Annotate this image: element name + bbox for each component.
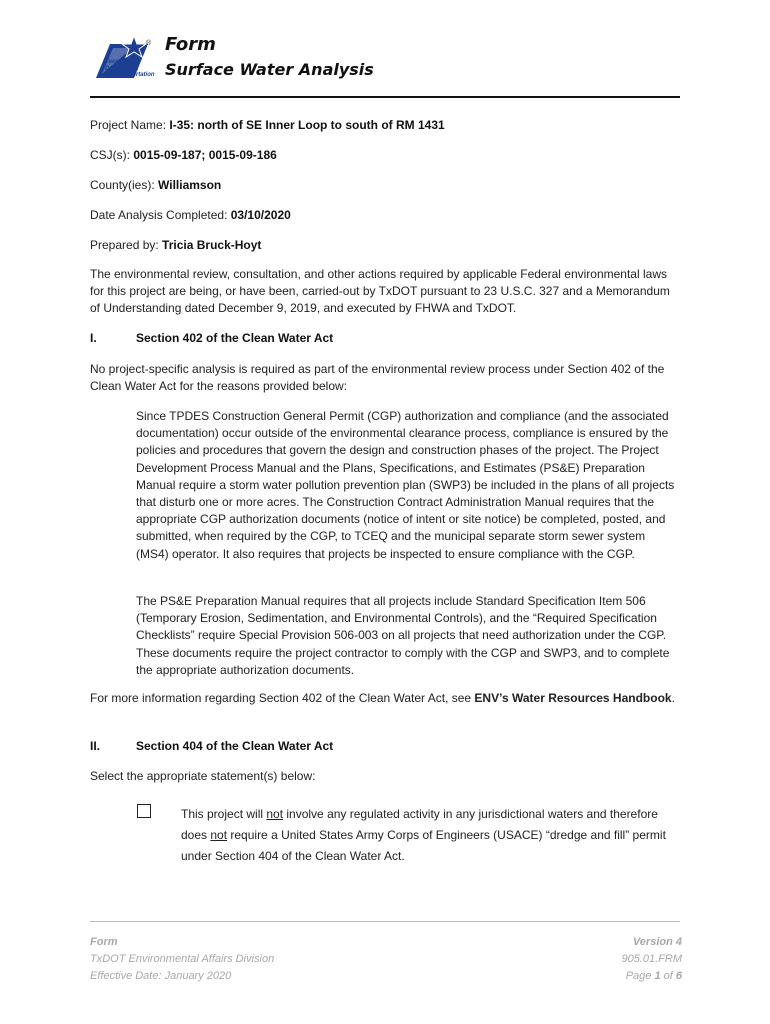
page-total: 6 xyxy=(675,970,682,982)
section-1-paragraph-2: The PS&E Preparation Manual requires that all projects include Standard Specification Item 506 (Temporary Erosion, Sedimentation, and Environmental Controls), and the “Required Specification Checklists” require Special Provision 506-003 on all projects that need authorization under the CGP. These documents require the project contractor to comply with the CGP and SWP3, and to complete the appropriate authorization documents. xyxy=(136,594,670,677)
form-kicker: Form xyxy=(165,34,216,55)
statement-part-2: involve any regulated activity in any jurisdictional waters and therefore does xyxy=(181,807,658,842)
footer-form-label: Form xyxy=(90,936,118,948)
logo-line-3: of Transportation xyxy=(105,72,155,78)
footer-left xyxy=(90,934,274,985)
registered-mark: ® xyxy=(146,40,152,47)
county-label: County(ies): xyxy=(90,178,159,192)
footer-version: Version 4 xyxy=(632,936,682,948)
section-1-title: Section 402 of the Clean Water Act xyxy=(136,331,334,345)
csj-value: 0015-09-187; 0015-09-186 xyxy=(133,148,277,162)
page-current: 1 xyxy=(654,970,661,982)
section-2-lead: Select the appropriate statement(s) below: xyxy=(90,769,316,783)
no-regulated-activity-statement xyxy=(181,804,681,867)
prepared-by-label: Prepared by: xyxy=(90,238,163,252)
county-value: Williamson xyxy=(158,178,222,192)
logo-line-1: Texas xyxy=(105,59,122,65)
water-resources-handbook-link[interactable]: ENV’s Water Resources Handbook xyxy=(474,691,672,705)
section-1-more-info xyxy=(90,690,680,707)
footer-division: TxDOT Environmental Affairs Division xyxy=(90,953,275,965)
date-field xyxy=(90,208,291,222)
intro-paragraph: The environmental review, consultation, and other actions required by applicable Federal environmental laws for this project are being, or have been, carried-out by TxDOT pursuant to 23 U.S.C. 327 and a Memorandum of Understanding dated December 9, 2019, and executed by FHWA and TxDOT. xyxy=(90,267,670,315)
date-label: Date Analysis Completed: xyxy=(90,208,231,222)
section-1-lead: No project-specific analysis is required as part of the environmental review process under Section 402 of the Clean Water Act for the reasons provided below: xyxy=(90,362,665,393)
form-title: Surface Water Analysis xyxy=(165,60,374,79)
project-name-label: Project Name: xyxy=(90,118,170,132)
project-name-field xyxy=(90,118,445,132)
section-1-paragraph-1: Since TPDES Construction General Permit (CGP) authorization and compliance (and the associated documentation) occur outside of the environmental clearance process, compliance is ensured by the policies and procedures that govern the design and construction phases of the project. The Project Development Process Manual and the Plans, Specifications, and Estimates (PS&E) Preparation Manual require a storm water pollution prevention plan (SWP3) be included in the plans of all projects that disturb one or more acres. The Construction Contract Administration Manual requires that the appropriate CGP authorization documents (notice of intent or site notice) be completed, posted, and submitted, when required by the CGP, to TCEQ and the municipal separate storm sewer system (MS4) operator. It also requires that projects be inspected to ensure compliance with the CGP. xyxy=(136,409,675,561)
section-2-number: II. xyxy=(90,739,101,753)
footer-right xyxy=(621,934,682,985)
footer-form-code: 905.01.FRM xyxy=(621,953,682,965)
statement-not-1: not xyxy=(266,807,284,821)
footer-effective-date: Effective Date: January 2020 xyxy=(90,970,232,982)
statement-not-2: not xyxy=(210,828,228,842)
page-of: of xyxy=(660,970,676,982)
csj-label: CSJ(s): xyxy=(90,148,134,162)
logo-line-2: Department xyxy=(105,65,139,72)
statement-part-1: This project will xyxy=(181,807,267,821)
logo-wordmark xyxy=(105,59,155,79)
date-value: 03/10/2020 xyxy=(230,208,291,222)
footer-page-number xyxy=(621,968,682,985)
project-name-value: I-35: north of SE Inner Loop to south of RM 1431 xyxy=(169,118,445,132)
statement-part-3: require a United States Army Corps of Engineers (USACE) “dredge and fill” permit under Section 404 of the Clean Water Act. xyxy=(181,828,666,863)
csj-field xyxy=(90,148,277,162)
page-label: Page xyxy=(625,970,655,982)
more-info-text: For more information regarding Section 402 of the Clean Water Act, see xyxy=(90,691,475,705)
no-regulated-activity-checkbox[interactable] xyxy=(137,804,151,818)
prepared-by-value: Tricia Bruck-Hoyt xyxy=(162,238,262,252)
section-1-number: I. xyxy=(90,331,97,345)
county-field xyxy=(90,178,221,192)
section-2-title: Section 404 of the Clean Water Act xyxy=(136,739,334,753)
footer-rule xyxy=(90,921,680,922)
more-info-period: . xyxy=(671,691,675,705)
prepared-by-field xyxy=(90,238,261,252)
header-rule xyxy=(90,96,680,98)
